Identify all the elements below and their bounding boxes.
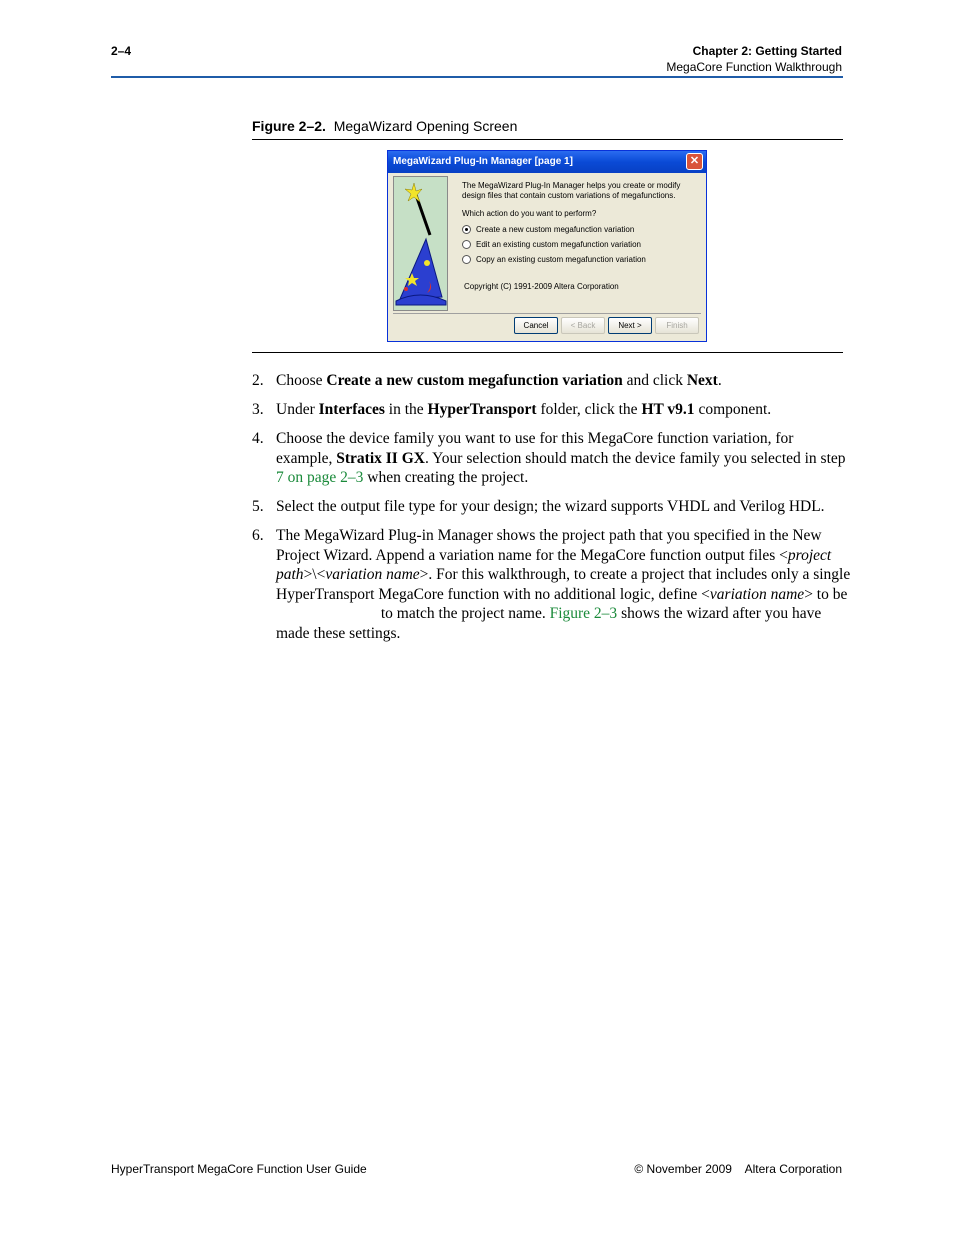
back-button[interactable]: < Back — [561, 317, 605, 334]
step-bold: HT v9.1 — [641, 401, 695, 418]
cross-reference-link[interactable]: Figure 2–3 — [549, 605, 618, 622]
step-text: > to be — [804, 585, 848, 603]
step-text: >. For this walkthrough, to create a project that includes only a single HyperTransport MegaCore function with no additional logic, define < — [276, 566, 851, 603]
cross-reference-link[interactable]: 7 on page 2–3 — [276, 469, 364, 486]
section-title: MegaCore Function Walkthrough — [666, 60, 842, 74]
dialog-titlebar — [388, 151, 706, 173]
chapter-title: Chapter 2: Getting Started — [692, 44, 842, 58]
step-number: 2. — [252, 372, 264, 389]
figure-rule-bottom — [252, 352, 843, 353]
step-text: Choose the device family you want to use for this MegaCore function variation, for example, — [276, 430, 794, 467]
radio-edit-existing[interactable] — [462, 237, 702, 252]
step-bold: HyperTransport — [427, 401, 537, 418]
megawizard-dialog — [387, 150, 707, 342]
copyright-text: Copyright (C) 1991-2009 Altera Corporation — [464, 282, 619, 291]
step-5 — [252, 497, 852, 517]
dialog-question: Which action do you want to perform? — [462, 209, 597, 218]
step-number: 4. — [252, 430, 264, 447]
wizard-image-panel — [393, 176, 448, 311]
radio-create-new[interactable] — [462, 222, 702, 237]
step-italic: variation name — [709, 585, 805, 603]
cancel-button[interactable]: Cancel — [514, 317, 558, 334]
radio-button[interactable] — [462, 240, 471, 249]
radio-copy-existing[interactable] — [462, 252, 702, 267]
step-text: and click — [622, 372, 687, 389]
step-text: folder, click the — [536, 401, 642, 418]
radio-button[interactable] — [462, 255, 471, 264]
step-4 — [252, 429, 852, 488]
footer-copyright: © November 2009 Altera Corporation — [634, 1162, 842, 1176]
figure-caption-text: MegaWizard Opening Screen — [333, 118, 518, 134]
step-2 — [252, 371, 852, 391]
step-number: 6. — [252, 527, 264, 544]
step-text: Under — [276, 401, 319, 418]
wizard-hat-icon — [394, 177, 447, 310]
step-text: component. — [694, 401, 772, 418]
next-button[interactable]: Next > — [608, 317, 652, 334]
dialog-title: MegaWizard Plug-In Manager [page 1] — [393, 156, 573, 167]
figure-caption — [252, 118, 517, 134]
step-text: . Your selection should match the device family you selected in step — [424, 449, 846, 467]
page-number: 2–4 — [111, 44, 132, 58]
step-number: 5. — [252, 498, 264, 515]
header-rule — [111, 76, 843, 78]
running-header — [666, 43, 842, 75]
step-bold: Create a new custom megafunction variation — [326, 372, 623, 389]
step-text: Select the output file type for your design; the wizard supports VHDL and Verilog HDL. — [276, 498, 825, 515]
step-number: 3. — [252, 401, 264, 418]
radio-label: Copy an existing custom megafunction variation — [476, 254, 646, 264]
step-text: >\< — [303, 566, 326, 583]
step-text: The MegaWizard Plug-in Manager shows the project path that you specified in the New Project Wizard. Append a variation name for the MegaCore function output files < — [276, 527, 822, 564]
dialog-intro: The MegaWizard Plug-In Manager helps you create or modify design files that contain custom variations of megafunctions. — [462, 181, 681, 200]
footer-doc-title: HyperTransport MegaCore Function User Guide — [111, 1162, 367, 1176]
action-radio-group — [462, 222, 702, 267]
finish-button[interactable]: Finish — [655, 317, 699, 334]
radio-label: Create a new custom megafunction variation — [476, 224, 635, 234]
step-bold: Stratix II GX — [336, 449, 425, 467]
step-text: when creating the project. — [363, 469, 529, 486]
step-italic: project path — [276, 546, 832, 583]
close-button[interactable]: ✕ — [686, 153, 703, 170]
step-text: . — [717, 372, 722, 389]
step-text: shows the wizard after you have made these settings. — [276, 605, 822, 642]
dialog-body — [462, 181, 702, 267]
step-3 — [252, 400, 852, 420]
steps-list — [252, 371, 852, 653]
step-text: Choose — [276, 372, 327, 389]
figure-rule-top — [252, 139, 843, 140]
step-italic: variation name — [325, 566, 420, 583]
step-text: in the — [384, 401, 428, 418]
step-bold: Next — [686, 372, 718, 389]
radio-label: Edit an existing custom megafunction variation — [476, 239, 641, 249]
dialog-separator — [393, 313, 701, 314]
radio-button-selected[interactable] — [462, 225, 471, 234]
step-6 — [252, 526, 852, 643]
step-bold: Interfaces — [318, 401, 385, 418]
step-text: to match the project name. — [377, 605, 550, 622]
figure-label: Figure 2–2. — [252, 118, 326, 134]
